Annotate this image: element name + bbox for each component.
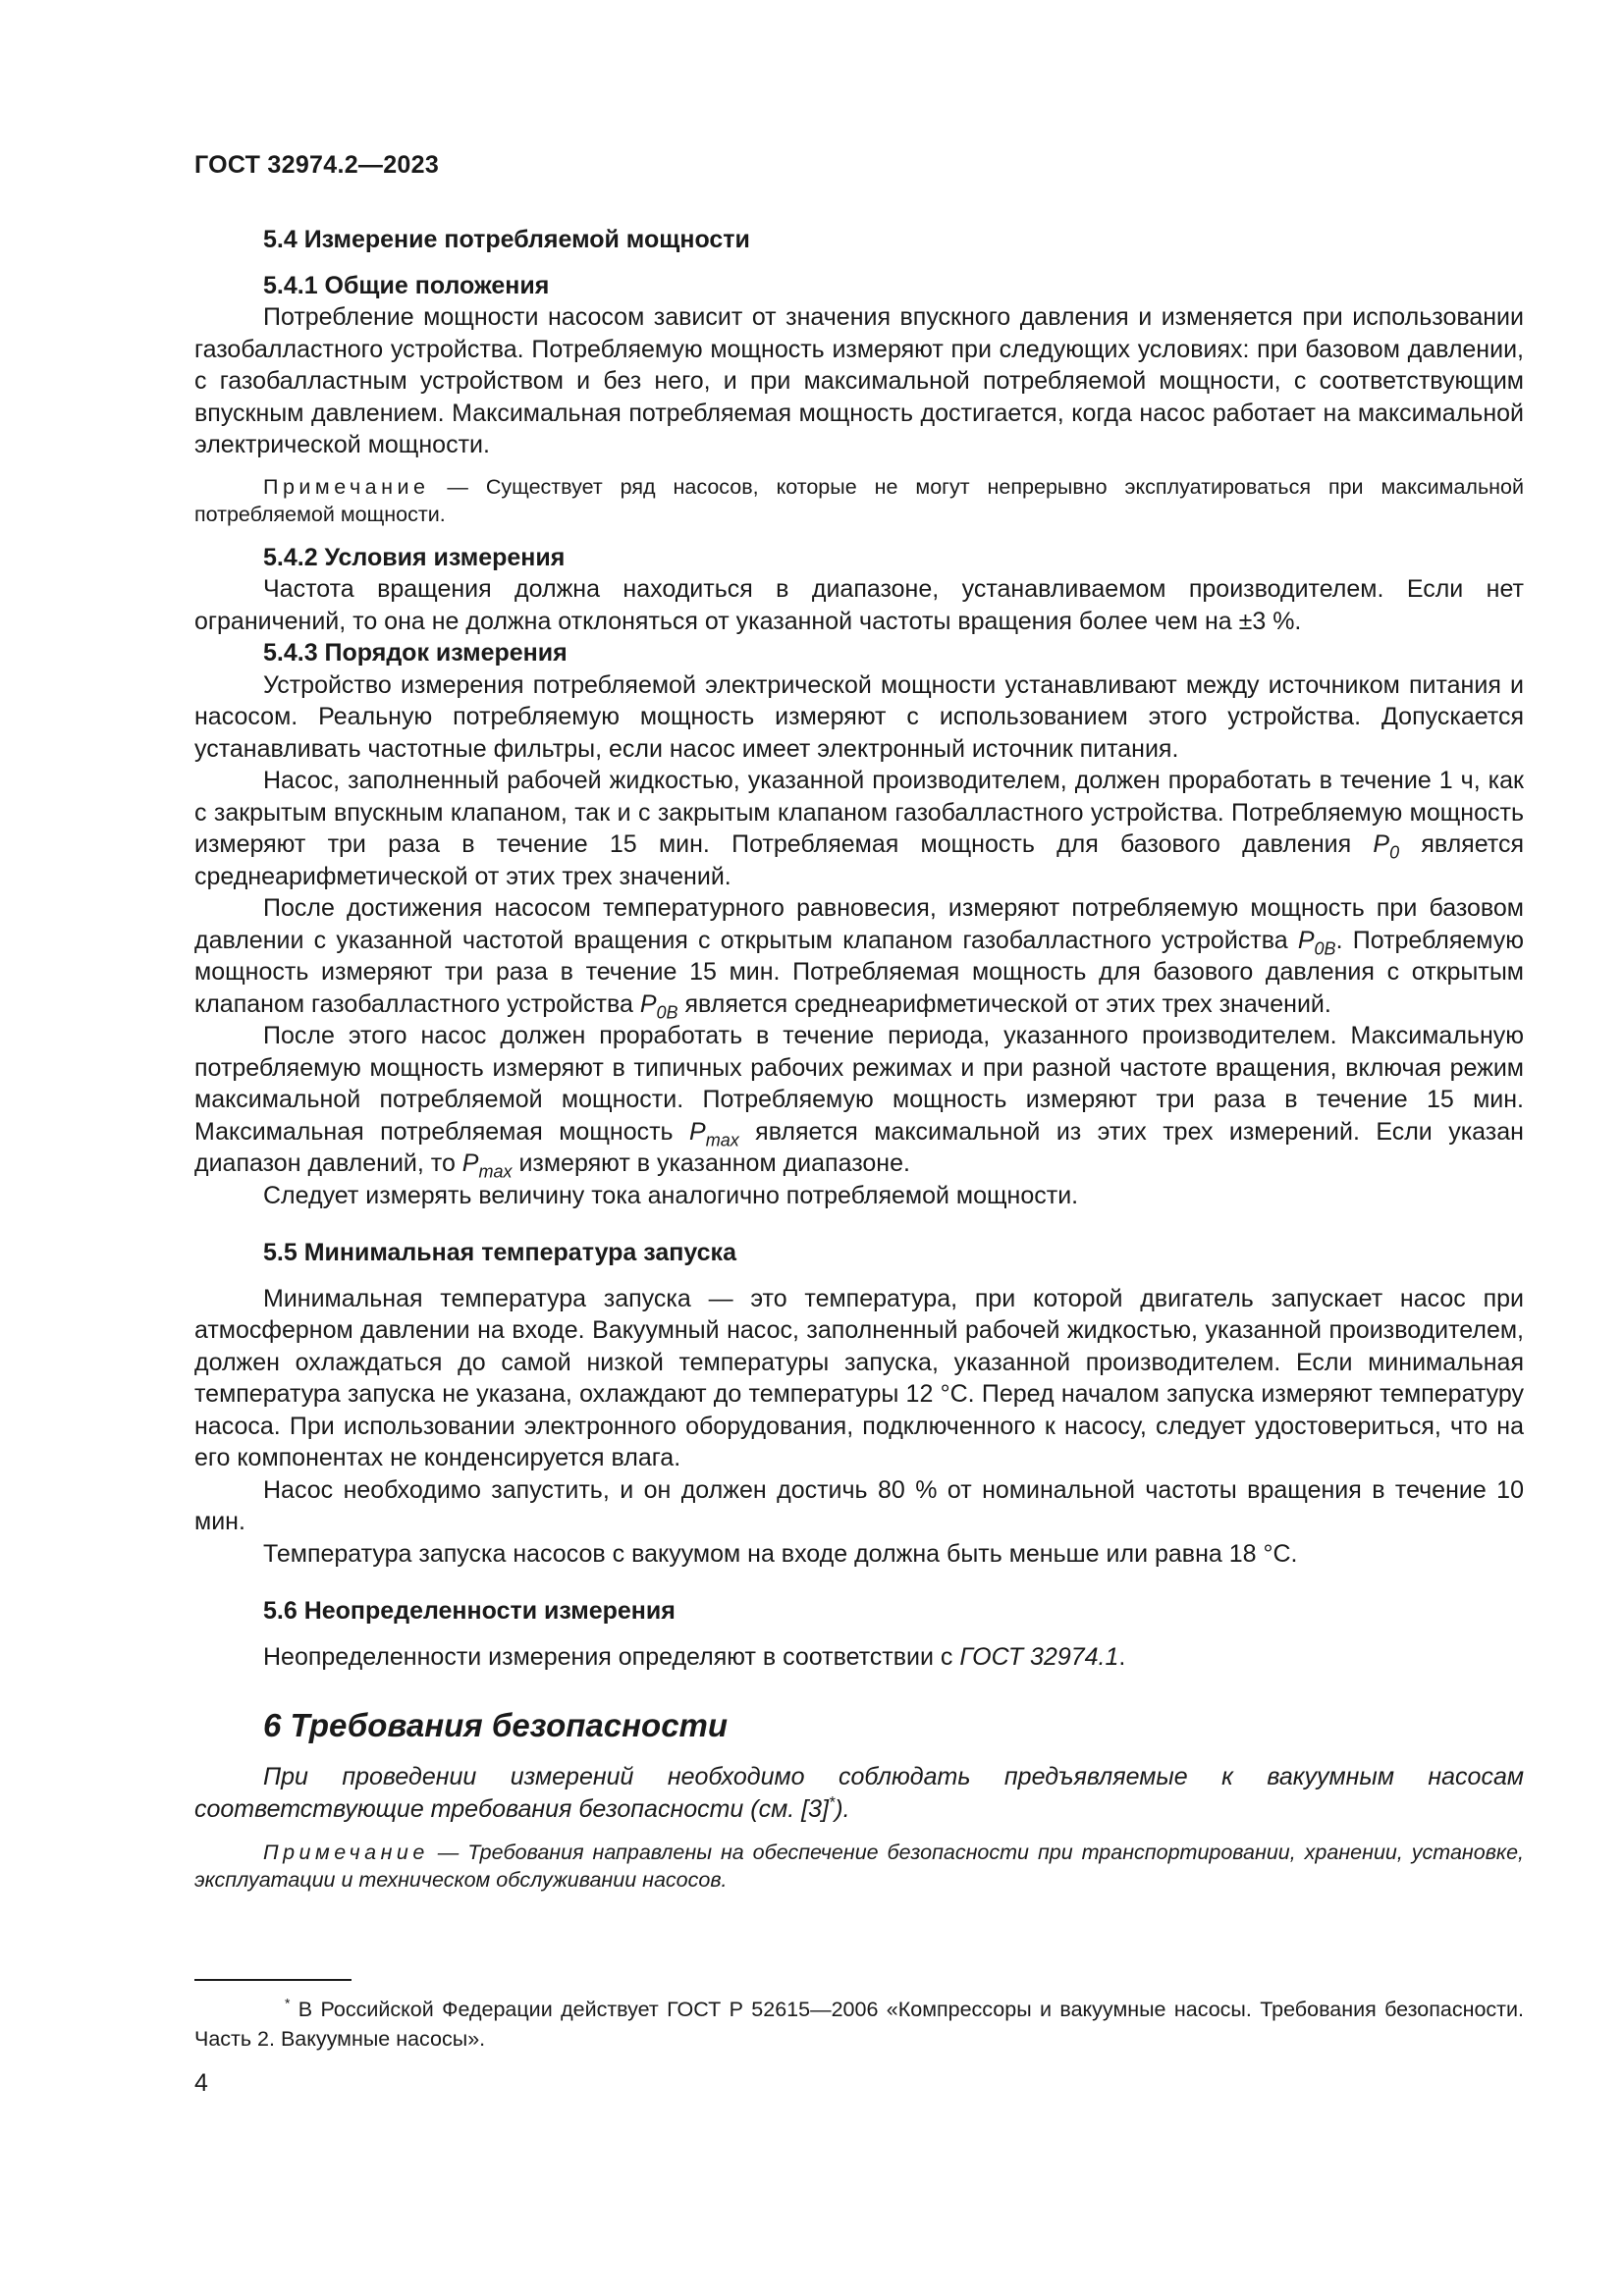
footnote-separator [194, 1979, 352, 1981]
symbol-p0: $P_0$ [1373, 830, 1400, 863]
symbol-pmax: $P_{max}$ [689, 1117, 739, 1149]
symbol-p0b: $P_{0B}$ [1297, 926, 1336, 958]
note-label: Примечание [263, 474, 430, 499]
section-5-6-title: 5.6 Неопределенности измерения [263, 1597, 676, 1625]
note-text: — Существует ряд насосов, которые не могут непрерывно эксплуатироваться при максимальной потребляемой мощности. [194, 474, 1524, 526]
section-5-4-2-title: 5.4.2 Условия измерения [263, 543, 566, 571]
section-5-4-1-title: 5.4.1 Общие положения [263, 271, 550, 299]
paragraph: Минимальная температура запуска — это температура, при которой двигатель запускает насос при атмосферном давлении на входе. Вакуумный насос, заполненный рабочей жидкостью, указанной производителем, должен охлаждаться до самой низкой температуры запуска, указанной производителем. Если минимальная температура запуска не указана, охлаждают до температуры 12 °C. Перед началом запуска измеряют температуру насоса. При использовании электронного оборудования, подключенного к насосу, следует удостовериться, что на его компонентах не конденсируется влага. [194, 1284, 1524, 1471]
paragraph: После достижения насосом температурного равновесия, измеряют потребляемую мощность при базовом давлении с указанной частотой вращения с открытым клапаном газобалластного устройства $P_{0B}$. Потребляемую мощность измеряют три раза в течение 15 мин. Потребляемая мощность для базового давления с открытым клапаном газобалластного устройства $P_{0B}$ является среднеарифметической от этих трех значений. [194, 894, 1524, 1022]
section-5-4-title: 5.4 Измерение потребляемой мощности [263, 226, 750, 253]
standard-reference: ГОСТ 32974.1 [959, 1642, 1119, 1671]
paragraph: Устройство измерения потребляемой электрической мощности устанавливают между источником питания и насосом. Реальную потребляемую мощность измеряют с использованием этого устройства. Допускается устанавливать частотные фильтры, если насос имеет электронный источник питания. [194, 670, 1524, 763]
section-6-title: 6 Требования безопасности [263, 1707, 729, 1743]
paragraph: При проведении измерений необходимо соблюдать предъявляемые к вакуумным насосам соответствующие требования безопасности (см. [3]*). [194, 1763, 1524, 1823]
paragraph: Насос необходимо запустить, и он должен достичь 80 % от номинальной частоты вращения в течение 10 мин. [194, 1475, 1524, 1535]
note-label: Примечание [263, 1841, 429, 1864]
symbol-pmax: $P_{max}$ [461, 1149, 513, 1182]
footnote-ref: * [828, 1792, 836, 1811]
symbol-p0b: $P_{0B}$ [639, 989, 678, 1022]
section-5-4-3-title: 5.4.3 Порядок измерения [263, 639, 568, 667]
footnote [194, 1995, 1524, 2054]
paragraph: Следует измерять величину тока аналогично потребляемой мощности. [263, 1181, 1079, 1209]
page-number: 4 [194, 2069, 208, 2097]
note [194, 1839, 1524, 1894]
paragraph: Насос, заполненный рабочей жидкостью, указанной производителем, должен проработать в течение 1 ч, как с закрытым впускным клапаном, так и с закрытым клапаном газобалластного устройства. Потребляемую мощность измеряют три раза в течение 15 мин. Потребляемая мощность для базового давления $P_0$ является среднеарифметической от этих трех значений. [194, 767, 1524, 890]
paragraph: Неопределенности измерения определяют в соответствии с ГОСТ 32974.1. [263, 1642, 1126, 1671]
paragraph: Частота вращения должна находиться в диапазоне, устанавливаемом производителем. Если нет ограничений, то она не должна отклоняться от указанной частоты вращения более чем на ±3 %. [194, 575, 1524, 635]
paragraph: После этого насос должен проработать в течение периода, указанного производителем. Максимальную потребляемую мощность измеряют в типичных рабочих режимах и при разной частоте вращения, включая режим максимальной потребляемой мощности. Потребляемую мощность измеряют три раза в течение 15 мин. Максимальная потребляемая мощность $P_{max}$ является максимальной из этих трех измерений. Если указан диапазон давлений, то $P_{max}$ измеряют в указанном диапазоне. [194, 1022, 1524, 1182]
note [194, 473, 1524, 528]
document-header: ГОСТ 32974.2—2023 [194, 151, 440, 179]
page-body [194, 224, 1524, 1894]
section-5-5-title: 5.5 Минимальная температура запуска [263, 1239, 736, 1266]
paragraph: Температура запуска насосов с вакуумом на входе должна быть меньше или равна 18 °C. [263, 1539, 1298, 1568]
footnote-mark: * [285, 1995, 291, 2011]
footnote-text: В Российской Федерации действует ГОСТ Р 52615—2006 «Компрессоры и вакуумные насосы. Требования безопасности. Часть 2. Вакуумные насосы». [194, 1998, 1524, 2051]
paragraph: Потребление мощности насосом зависит от значения впускного давления и изменяется при использовании газобалластного устройства. Потребляемую мощность измеряют при следующих условиях: при базовом давлении, с газобалластным устройством и без него, и при максимальной потребляемой мощности, с соответствующим впускным давлением. Максимальная потребляемая мощность достигается, когда насос работает на максимальной электрической мощности. [194, 303, 1524, 458]
note-text: — Требования направлены на обеспечение безопасности при транспортировании, хранении, установке, эксплуатации и техническом обслуживании насосов. [194, 1841, 1524, 1892]
